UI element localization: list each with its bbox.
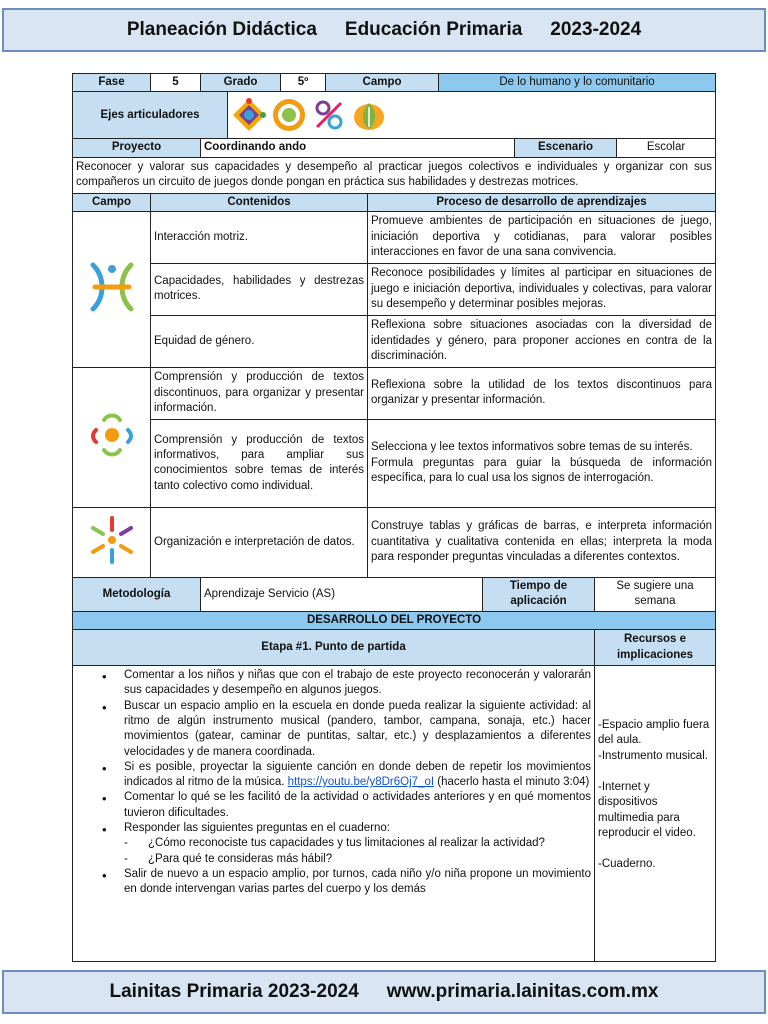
desarrollo-title: DESARROLLO DEL PROYECTO [73, 611, 716, 629]
proceso-6: Construye tablas y gráficas de barras, e interpreta información cuantitativa y cualitativa contenida en ellas; interpreta la moda para responder preguntas vinculadas a diferentes contextos. [368, 507, 716, 577]
recurso-item: -Instrumento musical. [598, 749, 708, 762]
vida-saludable-icon [351, 97, 387, 133]
planning-table [72, 73, 716, 962]
activity-note: (hacerlo hasta el minuto 3:04) [437, 776, 590, 789]
lenguajes-icon [90, 410, 134, 460]
activity-item [80, 760, 591, 791]
metodologia-value: Aprendizaje Servicio (AS) [201, 577, 483, 611]
proceso-5 [368, 419, 716, 507]
question-item: - ¿Para qué te consideras más hábil? [124, 852, 591, 867]
saberes-pensamiento-icon [87, 514, 137, 566]
escenario-label: Escenario [515, 139, 617, 157]
header-title: Planeación Didáctica [126, 19, 317, 40]
contenido-1: Interacción motriz. [151, 211, 368, 263]
col-campo: Campo [73, 193, 151, 211]
contenido-2: Capacidades, habilidades y destrezas motrices. [151, 263, 368, 315]
tiempo-label: Tiempo de aplicación [483, 577, 595, 611]
activity-item: • Buscar un espacio amplio en la escuela en donde pueda realizar la siguiente actividad: al ritmo de algún instrumento musical (pandero, tambor, campana, sonaja, etc.) hacer movimientos (gatear, caminar de puntitas, saltar, etc.) y desplazamientos a diferentes velocidades y de manera coordinada. [80, 699, 591, 760]
activities-cell [73, 666, 595, 962]
recurso-item: -Cuaderno. [598, 858, 656, 871]
campo-saberes-cell [73, 507, 151, 577]
question-item: - ¿Cómo reconociste tus capacidades y tus limitaciones al realizar la actividad? [124, 836, 591, 851]
recurso-item: -Espacio amplio fuera del aula. [598, 719, 710, 747]
proceso-4: Reflexiona sobre la utilidad de los textos discontinuos para organizar y presentar información. [368, 367, 716, 419]
campo-humano-cell [73, 211, 151, 367]
campo-lenguajes-cell [73, 367, 151, 507]
metodologia-label: Metodología [73, 577, 201, 611]
activity-text: Si es posible, proyectar la siguiente canción en donde deben de repetir los movimientos indicados al ritmo de la música. [124, 760, 592, 789]
contenido-5: Comprensión y producción de textos informativos, para ampliar sus conocimientos sobre temas de interés tanto colectivo como individual. [151, 419, 368, 507]
humano-comunitario-icon [87, 259, 137, 315]
interculturalidad-icon [311, 97, 347, 133]
activity-item: • Comentar lo qué se les facilitó de la actividad o actividades anteriores y en qué momentos tuvieron dificultades. [80, 790, 591, 821]
col-proceso: Proceso de desarrollo de aprendizajes [368, 193, 716, 211]
col-contenidos: Contenidos [151, 193, 368, 211]
recursos-cell [595, 666, 716, 962]
proceso-5b: Formula preguntas para guiar la búsqueda de información específica, para lo cual usa los signos de interrogación. [371, 456, 713, 484]
activity-text: Responder las siguientes preguntas en el cuaderno: [124, 821, 390, 834]
ejes-icons [228, 92, 716, 139]
proceso-5a: Selecciona y lee textos informativos sobre temas de su interés. [371, 441, 693, 454]
activity-item: • Comentar a los niños y niñas que con el trabajo de este proyecto reconocerán y valorarán sus capacidades y desempeño en algunos juegos. [80, 668, 591, 699]
activities-list [76, 668, 591, 897]
grado-label: Grado [201, 74, 281, 92]
inclusion-icon [231, 97, 267, 133]
contenido-4: Comprensión y producción de textos discontinuos, para organizar y presentar información. [151, 367, 368, 419]
proceso-1: Promueve ambientes de participación en situaciones de juego, iniciación deportiva y cotidianas, para valorar posibles interacciones en favor de una sana convivencia. [368, 211, 716, 263]
escenario-value: Escolar [617, 139, 716, 157]
proyecto-value: Coordinando ando [201, 139, 515, 157]
campo-label: Campo [326, 74, 439, 92]
header-year: 2023-2024 [550, 19, 642, 40]
footer-banner [2, 970, 766, 1014]
contenido-3: Equidad de género. [151, 315, 368, 367]
proyecto-label: Proyecto [73, 139, 201, 157]
grado-value: 5º [281, 74, 326, 92]
fase-label: Fase [73, 74, 151, 92]
video-link[interactable]: https://youtu.be/y8Dr6Oj7_oI [287, 776, 435, 789]
proceso-2: Reconoce posibilidades y límites al participar en situaciones de juego e iniciación deportiva, individuales y colectivas, para valorar su desempeño y determinar posibles mejoras. [368, 263, 716, 315]
footer-url[interactable]: www.primaria.lainitas.com.mx [386, 981, 659, 1002]
header-banner [2, 8, 766, 52]
header-subtitle: Educación Primaria [344, 19, 523, 40]
etapa-title: Etapa #1. Punto de partida [73, 630, 595, 666]
activity-item [80, 821, 591, 867]
fase-value: 5 [151, 74, 201, 92]
question-list [124, 836, 591, 867]
project-objective: Reconocer y valorar sus capacidades y desempeño al practicar juegos colectivos e individuales y organizar con sus compañeros un circuito de juegos donde pongan en práctica sus habilidades y destrezas motrices. [73, 157, 716, 193]
proceso-3: Reflexiona sobre situaciones asociadas con la diversidad de identidades y género, para proponer acciones en contra de la discriminación. [368, 315, 716, 367]
contenido-6: Organización e interpretación de datos. [151, 507, 368, 577]
footer-brand: Lainitas Primaria 2023-2024 [109, 981, 359, 1002]
recurso-item: -Internet y dispositivos multimedia para reproducir el video. [598, 780, 696, 839]
pensamiento-critico-icon [271, 97, 307, 133]
tiempo-value: Se sugiere una semana [595, 577, 716, 611]
recursos-label: Recursos e implicaciones [595, 630, 716, 666]
activity-item: • Salir de nuevo a un espacio amplio, por turnos, cada niño y/o niña propone un movimiento en donde intervengan varias partes del cuerpo y los demás [80, 867, 591, 898]
ejes-label: Ejes articuladores [73, 92, 228, 139]
campo-value: De lo humano y lo comunitario [439, 74, 716, 92]
